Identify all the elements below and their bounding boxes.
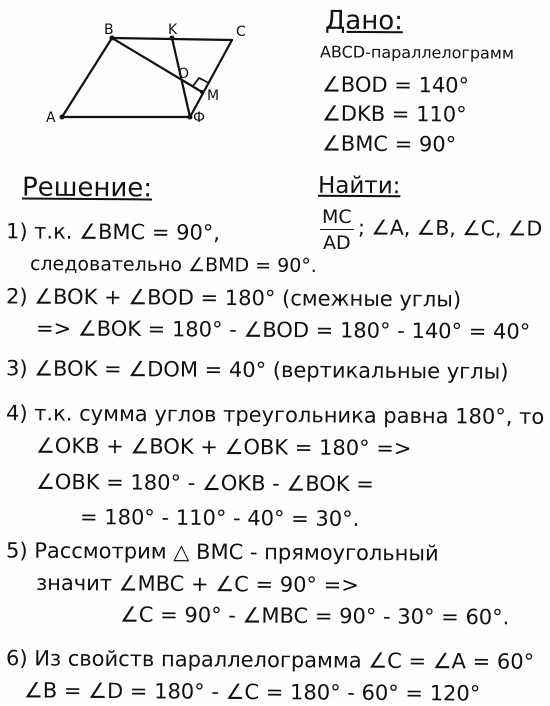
given-line-2: ∠BOD = 140°: [321, 72, 470, 98]
solution-line-8: ∠OBK = 180° - ∠OKB - ∠BOK =: [35, 469, 374, 497]
solution-line-3: 2) ∠BOK + ∠BOD = 180° (смежные углы): [5, 284, 462, 312]
given-line-4: ∠BMC = 90°: [321, 131, 457, 157]
vertex-label-b: B: [104, 22, 114, 38]
find-fraction-numerator: MC: [322, 206, 352, 228]
solution-line-4: => ∠BOK = 180° - ∠BOD = 180° - 140° = 40°: [35, 316, 531, 344]
segment-bm: [112, 38, 202, 92]
given-line-1: ABCD-параллелограмм: [319, 42, 515, 63]
solution-line-6: 4) т.к. сумма углов треугольника равна 180°, то: [5, 401, 545, 429]
solution-line-13: 6) Из свойств параллелограмма ∠C = ∠A = 60°: [5, 646, 535, 674]
side-ab: [62, 38, 112, 117]
vertex-label-d: Ф: [193, 110, 206, 126]
solution-line-1: 1) т.к. ∠BMC = 90°,: [5, 219, 221, 245]
vertex-label-k: K: [168, 22, 178, 38]
find-fraction-denominator: AD: [323, 232, 351, 254]
solution-line-12: ∠C = 90° - ∠MBC = 90° - 30° = 60°.: [119, 602, 510, 630]
solution-line-2: следовательно ∠BMD = 90°.: [29, 252, 317, 278]
given-line-3: ∠DKB = 110°: [321, 101, 467, 127]
vertex-label-o: O: [178, 66, 190, 82]
solution-line-11: значит ∠MBC + ∠C = 90° =>: [35, 570, 359, 598]
right-angle-mark: [193, 78, 207, 86]
given-title: Дано:: [324, 5, 404, 37]
find-title: Найти:: [317, 172, 401, 200]
find-angles: ; ∠A, ∠B, ∠C, ∠D: [357, 215, 543, 241]
side-cd: [190, 40, 232, 117]
solution-line-7: ∠OKB + ∠BOK + ∠OBK = 180° =>: [35, 433, 412, 461]
vertex-label-a: A: [46, 110, 56, 126]
solution-line-9: = 180° - 110° - 40° = 30°.: [79, 505, 360, 531]
solution-line-10: 5) Рассмотрим △ BMC - прямоугольный: [5, 538, 439, 566]
find-fraction: [320, 206, 354, 254]
vertex-label-m: M: [207, 88, 220, 104]
solution-title: Решение:: [21, 172, 153, 204]
solution-line-14: ∠B = ∠D = 180° - ∠C = 180° - 60° = 120°: [23, 678, 481, 706]
vertex-label-c: C: [236, 24, 246, 40]
solution-line-5: 3) ∠BOK = ∠DOM = 40° (вертикальные углы): [5, 356, 509, 384]
